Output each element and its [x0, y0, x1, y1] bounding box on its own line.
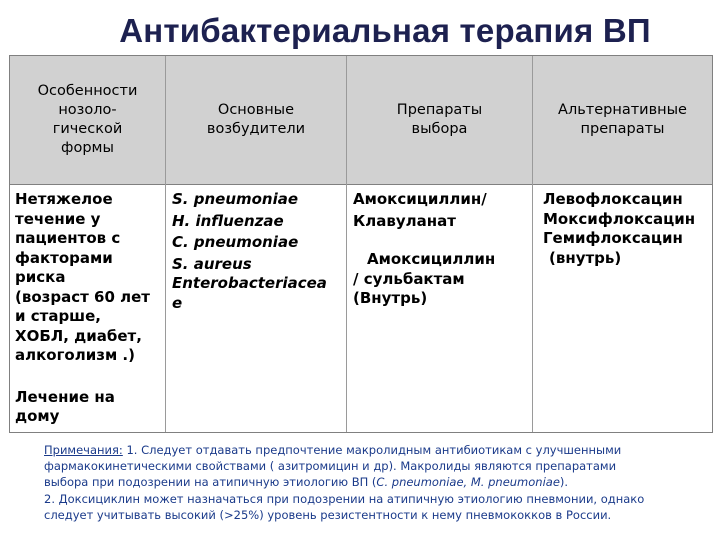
footnotes: Примечания: 1. Следует отдавать предпочтение макролидным антибиотикам с улучшенными фармакокинетическими свойствами ( азитромицин и др). Макролиды являются препаратами выбора при подозрении на атипичную этиологию ВП (C. pneumoniae, M. pneumoniae). 2. Доксициклин может назначаться при подозрении на атипичную этиологию пневмонии, однако следует учитывать высокий (>25%) уровень резистентности к нему пневмококков в России. — [44, 443, 645, 522]
cell-alternatives: Левофлоксацин Моксифлоксацин Гемифлоксацин (внутрь) — [543, 190, 696, 267]
cell-clinical-form: Нетяжелое течение у пациентов с факторами риска (возраст 60 лет и старше, ХОБЛ, диабет, алкоголизм .) Лечение на дому — [15, 190, 150, 425]
notes-label: Примечания: — [44, 443, 123, 457]
header-cell-alternatives: Альтернативные препараты — [558, 102, 687, 137]
cell-drugs-of-choice: Амоксициллин/ Клавуланат Амоксициллин / сульбактам (Внутрь) — [353, 190, 496, 307]
slide-title: Антибактериальная терапия ВП — [119, 12, 651, 49]
cell-pathogens: S. pneumoniae H. influenzae C. pneumoniae S. aureus Enterobacteriacea e — [172, 190, 327, 312]
header-cell-form: Особенности нозоло- гической формы — [37, 83, 138, 156]
therapy-table — [9, 55, 713, 433]
header-cell-drugs-of-choice: Препараты выбора — [396, 102, 483, 137]
header-cell-pathogens: Основные возбудители — [206, 102, 306, 137]
